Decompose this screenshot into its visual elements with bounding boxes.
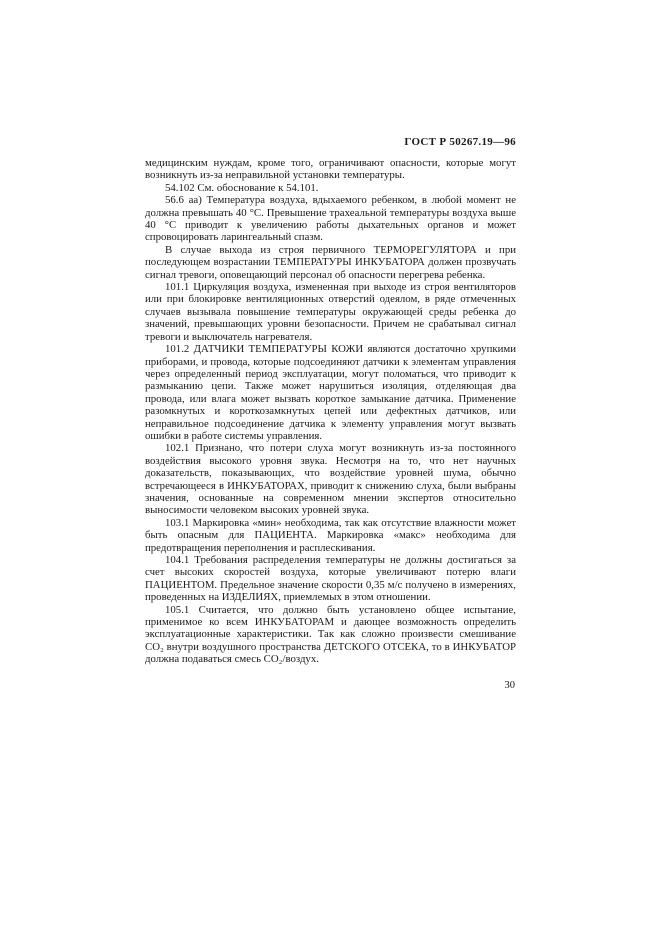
document-code-header: ГОСТ Р 50267.19—96 [404,136,516,148]
paragraph-thermoregulator: В случае выхода из строя первичного ТЕРМОРЕГУЛЯТОРА и при последующем возрастании ТЕМПЕРАТУРЫ ИНКУБАТОРА должен прозвучать сигнал тревоги, оповещающий персонал об опасности перегрева ребенка. [145,243,516,281]
paragraph-56-6: 56.6 аа) Температура воздуха, вдыхаемого ребенком, в любой момент не должна превышать 40 °С. Превышение трахеальной температуры воздуха выше 40 °С приводит к увеличению работы дыхательных органов и может спровоцировать ларингеальный спазм. [145,194,516,244]
paragraph-54-102: 54.102 См. обоснование к 54.101. [165,181,319,194]
paragraph-continuation: медицинским нуждам, кроме того, ограничивают опасности, которые могут возникнуть из-за неправильной установки температуры. [145,157,516,182]
paragraph-101-2: 101.2 ДАТЧИКИ ТЕМПЕРАТУРЫ КОЖИ являются достаточно хрупкими приборами, и провода, которые подсоединяют датчики к элементам управления через определенный период эксплуатации, могут поломаться, что приводит к размыканию цепи. Также может нарушиться изоляция, отделяющая два провода, или влага может вызвать короткое замыкание датчика. Применение разомкнутых и короткозамкнутых цепей или дефектных датчиков, или неправильное подсоединение датчика к элементу управления могут вызвать ошибки в работе системы управления. [145,343,516,442]
paragraph-105-1: 105.1 Считается, что должно быть установлено общее испытание, применимое ко всем ИНКУБАТОРАМ и дающее возможность определить эксплуатационные характеристики. Так как сложно произвести смешивание CO₂ внутри воздушного пространства ДЕТСКОГО ОТСЕКА, то в ИНКУБАТОР должна подаваться смесь CO₂/воздух. [145,603,516,666]
paragraph-102-1: 102.1 Признано, что потери слуха могут возникнуть из-за постоянного воздействия высокого уровня звука. Несмотря на то, что нет научных доказательств, показывающих, что воздействие уровней шума, обычно встречающееся в ИНКУБАТОРАХ, приводит к снижению слуха, были выбраны значения, основанные на современном мнении экспертов относительно выносимости человеком высоких уровней звука. [145,442,516,517]
document-body [145,157,516,666]
paragraph-104-1: 104.1 Требования распределения температуры не должны достигаться за счет высоких скоростей воздуха, которые увеличивают потерю влаги ПАЦИЕНТОМ. Предельное значение скорости 0,35 м/с получено в измерениях, проведенных на ИЗДЕЛИЯХ, приемлемых в этом отношении. [145,554,516,604]
paragraph-101-1: 101.1 Циркуляция воздуха, измененная при выходе из строя вентиляторов или при блокировке вентиляционных отверстий одеялом, в ряде отмеченных случаев вызывала повышение температуры окружающей среды ребенка до значений, превышающих уровни безопасности. Причем не срабатывал сигнал тревоги и выключатель нагревателя. [145,281,516,343]
page-number: 30 [504,680,515,691]
paragraph-103-1: 103.1 Маркировка «мин» необходима, так как отсутствие влажности может быть опасным для ПАЦИЕНТА. Маркировка «макс» необходима для предотвращения переполнения и расплескивания. [145,516,516,554]
